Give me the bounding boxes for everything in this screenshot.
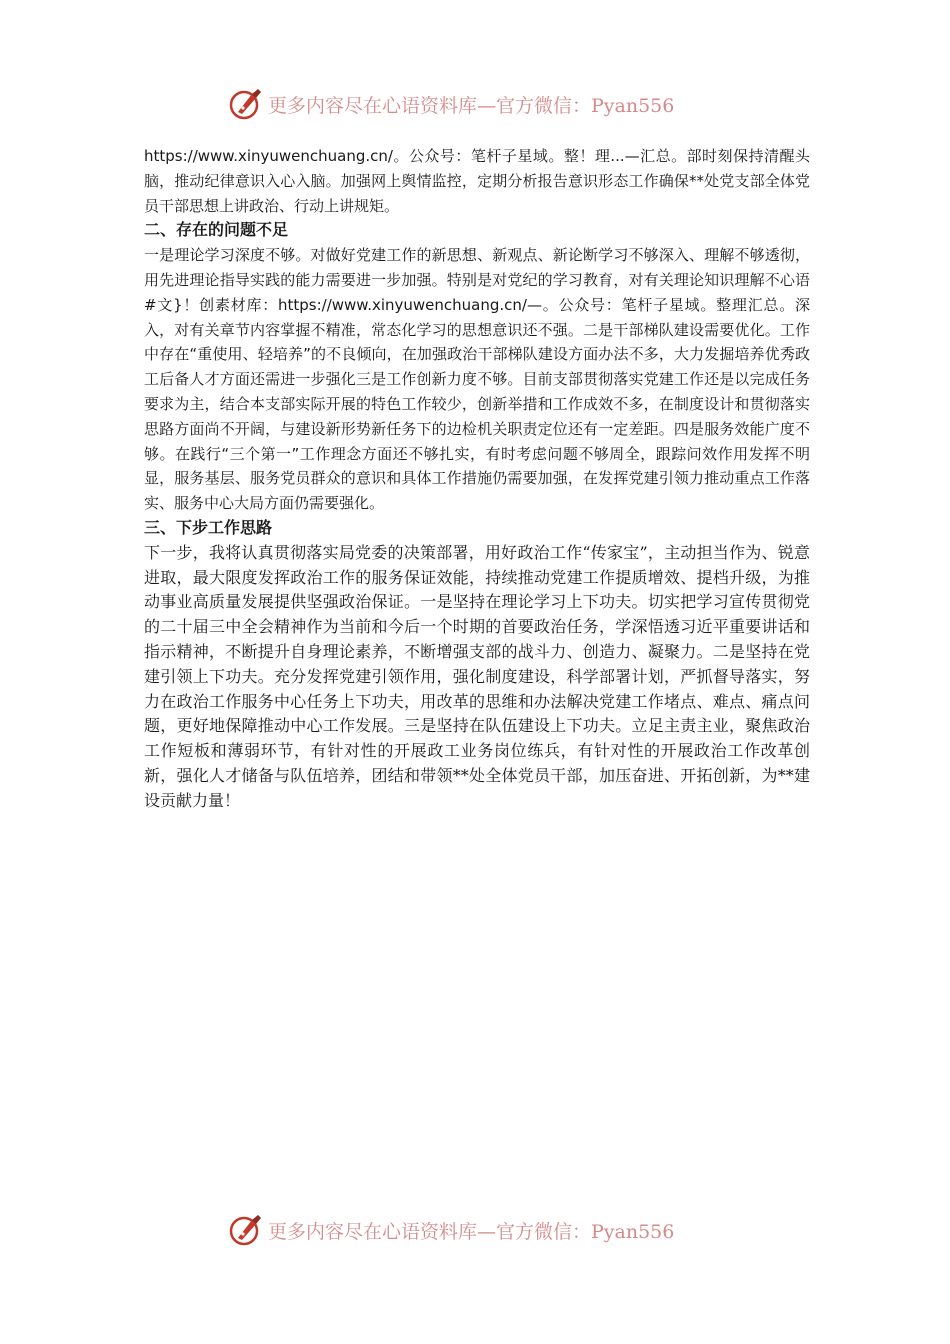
header-banner xyxy=(228,84,674,124)
header-banner-text: 更多内容尽在心语资料库—官方微信：Pyan556 xyxy=(268,94,675,117)
section-3-body: 下一步，我将认真贯彻落实局党委的决策部署，用好政治工作“传家宝”，主动担当作为、锐意进取，最大限度发挥政治工作的服务保证效能，持续推动党建工作提质增效、提档升级，为推动事业高质量发展提供坚强政治保证。一是坚持在理论学习上下功夫。切实把学习宣传贯彻党的二十届三中全会精神作为当前和今后一个时期的首要政治任务，学深悟透习近平重要讲话和指示精神，不断提升自身理论素养，不断增强支部的战斗力、创造力、凝聚力。二是坚持在党建引领上下功夫。充分发挥党建引领作用，强化制度建设，科学部署计划，严抓督导落实，努力在政治工作服务中心任务上下功夫，用改革的思维和办法解决党建工作堵点、难点、痛点问题，更好地保障推动中心工作发展。三是坚持在队伍建设上下功夫。立足主责主业，聚焦政治工作短板和薄弱环节，有针对性的开展政工业务岗位练兵，有针对性的开展政治工作改革创新，强化人才储备与队伍培养，团结和带领**处全体党员干部，加压奋进、开拓创新，为**建设贡献力量！ xyxy=(144,542,810,810)
section-3-heading: 三、下步工作思路 xyxy=(144,517,273,537)
pen-nib-logo-icon xyxy=(228,86,264,122)
section-2-body: 一是理论学习深度不够。对做好党建工作的新思想、新观点、新论断学习不够深入、理解不够透彻，用先进理论指导实践的能力需要进一步加强。特别是对党纪的学习教育，对有关理论知识理解不心语#文}！创素材库：https://www.xinyuwenchuang.cn/—。公众号：笔杆子星域。整理汇总。深入，对有关章节内容掌握不精准，常态化学习的思想意识还不强。二是干部梯队建设需要优化。工作中存在“重使用、轻培养”的不良倾向，在加强政治干部梯队建设方面办法不多，大力发掘培养优秀政工后备人才方面还需进一步强化三是工作创新力度不够。目前支部贯彻落实党建工作还是以完成任务要求为主，结合本支部实际开展的特色工作较少，创新举措和工作成效不多，在制度设计和贯彻落实思路方面尚不开阔，与建设新形势新任务下的边检机关职责定位还有一定差距。四是服务效能广度不够。在践行“三个第一”工作理念方面还不够扎实，有时考虑问题不够周全，跟踪问效作用发挥不明显，服务基层、服务党员群众的意识和具体工作措施仍需要加强，在发挥党建引领力推动重点工作落实、服务中心大局方面仍需要强化。 xyxy=(144,246,810,513)
section-2-heading: 二、存在的问题不足 xyxy=(144,220,289,240)
footer-banner xyxy=(228,1210,674,1250)
intro-paragraph: https://www.xinyuwenchuang.cn/。公众号：笔杆子星域。整！理...—汇总。部时刻保持清醒头脑，推动纪律意识入心入脑。加强网上舆情监控，定期分析报告意识形态工作确保**处党支部全体党员干部思想上讲政治、行动上讲规矩。 xyxy=(144,147,810,215)
document-body xyxy=(144,144,810,814)
footer-banner-text: 更多内容尽在心语资料库—官方微信：Pyan556 xyxy=(268,1220,675,1243)
pen-nib-logo-icon xyxy=(228,1212,264,1248)
